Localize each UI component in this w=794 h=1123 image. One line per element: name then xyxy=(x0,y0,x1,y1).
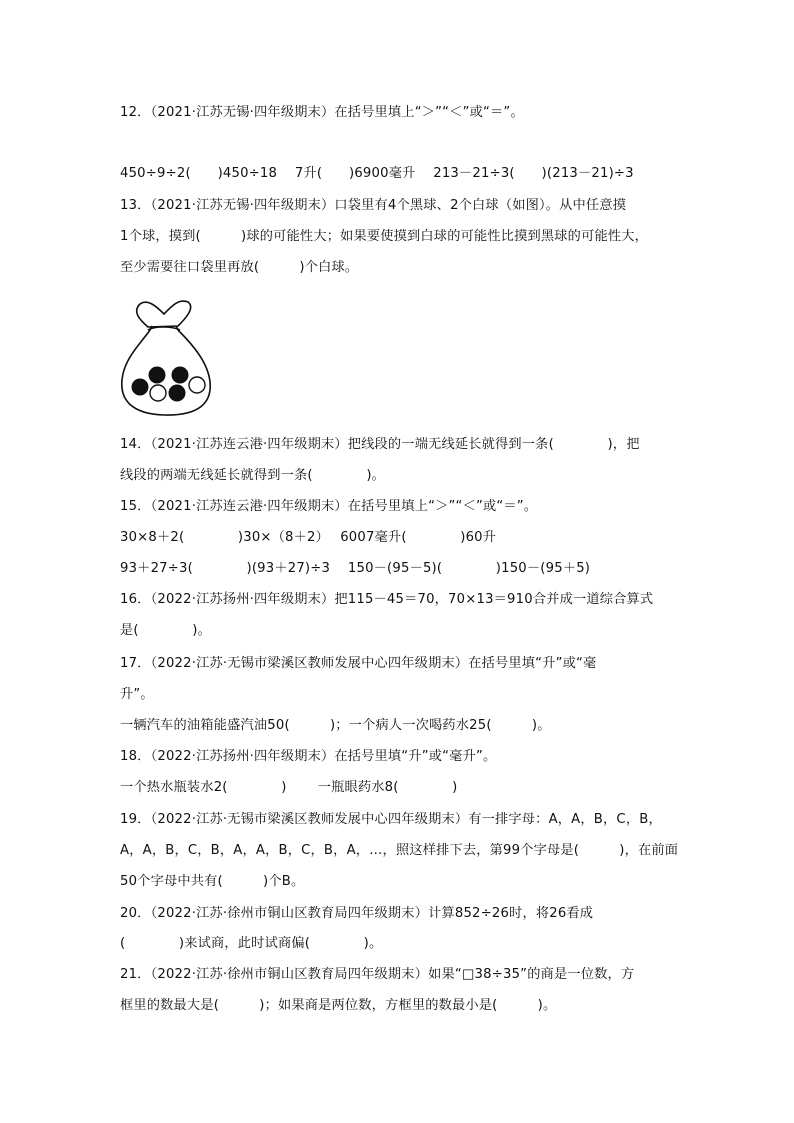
question-15-line-3: 93＋27÷3( )(93＋27)÷3 150－(95－5)( )150－(95＋5) xyxy=(120,561,591,576)
black-ball xyxy=(172,367,189,384)
question-16-line-2: 是( )。 xyxy=(120,623,212,638)
question-12-line-1: 12．（2021·江苏无锡·四年级期末）在括号里填上“＞”“＜”或“＝”。 xyxy=(120,105,524,120)
question-17-line-1: 17．（2022·江苏·无锡市梁溪区教师发展中心四年级期末）在括号里填“升”或“毫 xyxy=(120,656,597,671)
question-17-line-3: 一辆汽车的油箱能盛汽油50( )；一个病人一次喝药水25( )。 xyxy=(120,718,551,733)
white-ball xyxy=(150,385,166,401)
black-ball xyxy=(149,367,166,384)
question-18-line-2: 一个热水瓶装水2( ) 一瓶眼药水8( ) xyxy=(120,780,458,795)
question-21-line-2: 框里的数最大是( )；如果商是两位数，方框里的数最小是( )。 xyxy=(120,998,557,1013)
balls xyxy=(132,367,206,402)
question-15-line-2: 30×8＋2( )30×（8＋2） 6007毫升( )60升 xyxy=(120,530,497,545)
question-13-line-2: 1个球，摸到( )球的可能性大；如果要使摸到白球的可能性比摸到黑球的可能性大， xyxy=(120,229,649,244)
question-13-line-3: 至少需要往口袋里再放( )个白球。 xyxy=(120,260,359,275)
question-20-line-2: ( )来试商，此时试商偏( )。 xyxy=(120,936,383,951)
question-14-line-2: 线段的两端无线延长就得到一条( )。 xyxy=(120,468,386,483)
question-17-line-2: 升”。 xyxy=(120,687,154,702)
question-13-line-1: 13．（2021·江苏无锡·四年级期末）口袋里有4个黑球、2个白球（如图）。从中任意摸 xyxy=(120,198,627,213)
question-19-line-2: A，A，B，C，B，A，A，B，C，B，A，…，照这样排下去，第99个字母是( )，在前面 xyxy=(120,843,679,858)
bag-outline xyxy=(122,301,210,415)
question-14-line-1: 14．（2021·江苏连云港·四年级期末）把线段的一端无线延长就得到一条( )，把 xyxy=(120,437,640,452)
question-20-line-1: 20．（2022·江苏·徐州市铜山区教育局四年级期末）计算852÷26时，将26看成 xyxy=(120,906,594,921)
question-16-line-1: 16．（2022·江苏扬州·四年级期末）把115－45＝70，70×13＝910合并成一道综合算式 xyxy=(120,592,654,607)
question-19-line-3: 50个字母中共有( )个B。 xyxy=(120,874,305,889)
question-18-line-1: 18．（2022·江苏扬州·四年级期末）在括号里填“升”或“毫升”。 xyxy=(120,749,497,764)
question-19-line-1: 19．（2022·江苏·无锡市梁溪区教师发展中心四年级期末）有一排字母：A，A，B，C，B， xyxy=(120,812,662,827)
question-21-line-1: 21．（2022·江苏·徐州市铜山区教育局四年级期末）如果“□38÷35”的商是一位数，方 xyxy=(120,967,635,982)
ball-bag-icon xyxy=(118,296,214,418)
black-ball xyxy=(132,379,149,396)
black-ball xyxy=(169,385,186,402)
question-12-line-2: 450÷9÷2( )450÷18 7升( )6900毫升 213－21÷3( )(213－21)÷3 xyxy=(120,166,634,181)
white-ball xyxy=(189,377,205,393)
question-15-line-1: 15．（2021·江苏连云港·四年级期末）在括号里填上“＞”“＜”或“＝”。 xyxy=(120,499,538,514)
